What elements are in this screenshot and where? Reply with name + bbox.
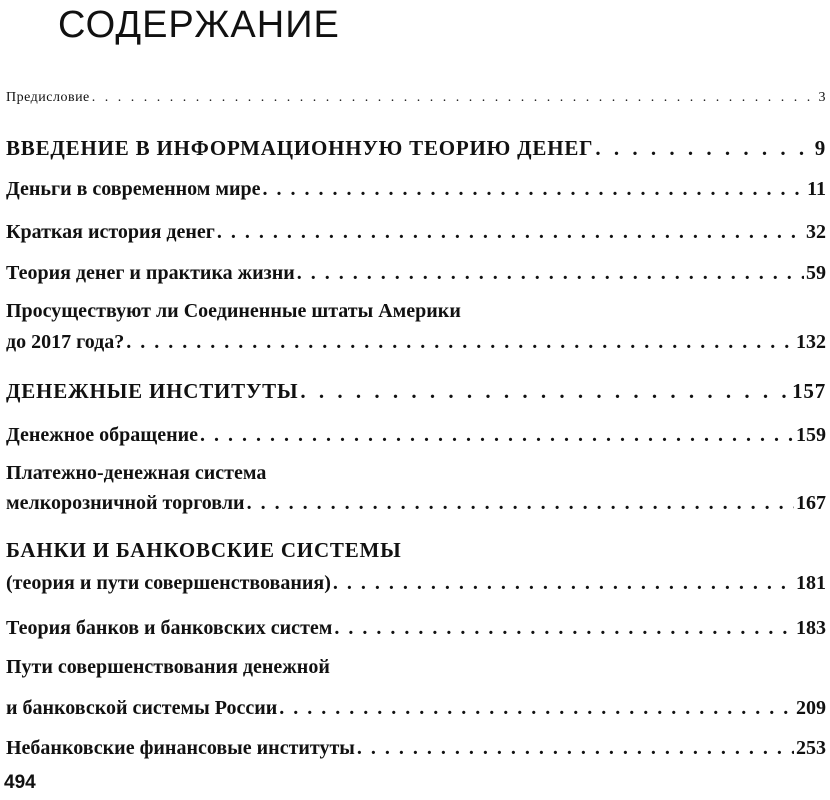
toc-entry-part-1 [6, 136, 826, 161]
toc-entry-title: Предисловие [6, 90, 90, 105]
toc-entry-page: 209 [796, 697, 826, 719]
toc-entry-title: Теория денег и практика жизни [6, 262, 295, 284]
toc-entry-title: Деньги в современном мире [6, 178, 261, 200]
dot-leader [247, 492, 794, 515]
dot-leader [333, 572, 794, 595]
toc-entry-page: 183 [796, 617, 826, 639]
page-title: СОДЕРЖАНИЕ [58, 4, 340, 46]
toc-entry-title-line2: (теория и пути совершенствования) [6, 572, 331, 594]
dot-leader [297, 262, 804, 285]
dot-leader [263, 178, 806, 201]
dot-leader [92, 90, 817, 106]
toc-entry-page: 253 [796, 737, 826, 759]
toc-entry-preface [6, 90, 826, 106]
dot-leader [200, 424, 794, 447]
toc-entry-page: 167 [796, 492, 826, 514]
toc-entry-part-2 [6, 379, 826, 404]
toc-entry [6, 492, 826, 515]
toc-entry-title: Краткая история денег [6, 221, 215, 243]
toc-entry-title: ДЕНЕЖНЫЕ ИНСТИТУТЫ [6, 379, 299, 403]
toc-entry-title: Денежное обращение [6, 424, 198, 446]
dot-leader [357, 737, 794, 760]
toc-entry-title-line2: мелкорозничной торговли [6, 492, 245, 514]
toc-entry-title-line1: Платежно-денежная система [6, 462, 267, 484]
toc-entry-title-line2: до 2017 года? [6, 331, 125, 353]
dot-leader [217, 221, 804, 244]
toc-entry [6, 262, 826, 285]
toc-entry-page: 181 [796, 572, 826, 594]
toc-entry [6, 331, 826, 354]
toc-entry [6, 221, 826, 244]
toc-entry-title-line1: Просуществуют ли Соединенные штаты Америки [6, 300, 461, 322]
toc-entry [6, 737, 826, 760]
toc-entry-page: 3 [818, 90, 826, 105]
toc-entry [6, 617, 826, 640]
dot-leader [300, 379, 790, 404]
dot-leader [595, 136, 812, 161]
toc-entry-title: ВВЕДЕНИЕ В ИНФОРМАЦИОННУЮ ТЕОРИЮ ДЕНЕГ [6, 136, 594, 160]
toc-entry-title-line1: БАНКИ И БАНКОВСКИЕ СИСТЕМЫ [6, 538, 402, 562]
toc-entry-title: Теория банков и банковских систем [6, 617, 333, 639]
toc-entry [6, 178, 826, 201]
toc-entry-title: Небанковские финансовые институты [6, 737, 355, 759]
dot-leader [334, 617, 794, 640]
toc-entry-page: 157 [792, 379, 826, 403]
toc-entry-page: 59 [806, 262, 826, 284]
dot-leader [126, 331, 794, 354]
dot-leader [279, 697, 794, 720]
toc-entry-page: 132 [796, 331, 826, 353]
toc-entry-page: 9 [814, 136, 826, 160]
toc-entry-page: 159 [796, 424, 826, 446]
toc-entry [6, 572, 826, 595]
toc-entry-page: 32 [806, 221, 826, 243]
toc-entry-title-line2: и банковской системы России [6, 697, 278, 719]
toc-entry [6, 424, 826, 447]
toc-entry-page: 11 [807, 178, 826, 200]
toc-entry-title-line1: Пути совершенствования денежной [6, 656, 330, 678]
toc-entry [6, 697, 826, 720]
page-number: 494 [4, 772, 36, 793]
